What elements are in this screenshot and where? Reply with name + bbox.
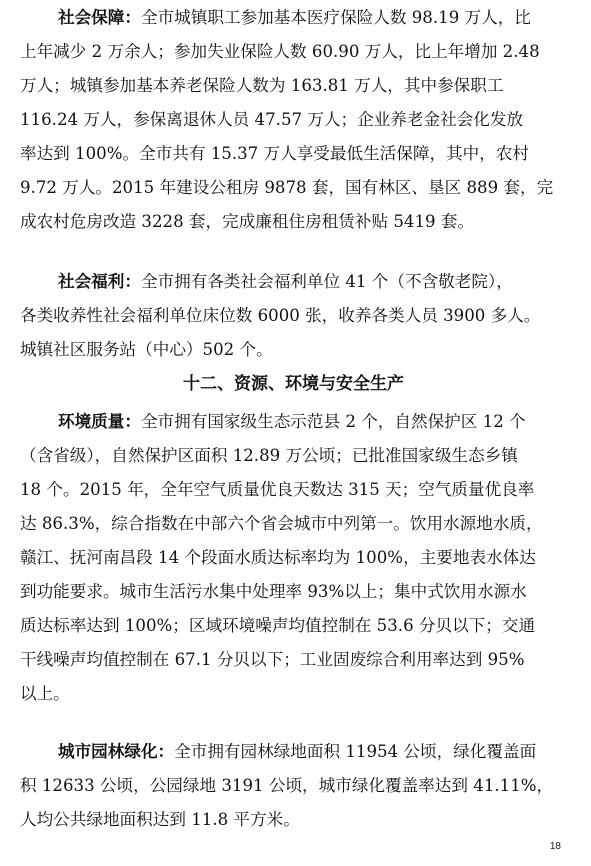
environment-quality-line-6: 到功能要求。城市生活污水集中处理率 93%以上；集中式饮用水源水 (20, 582, 527, 601)
social-security-line-3: 万人；城镇参加基本养老保险人数为 163.81 万人，其中参保职工 (20, 76, 504, 95)
page-number: 18 (549, 841, 561, 852)
social-security-line-5: 率达到 100%。全市共有 15.37 万人享受最低生活保障，其中，农村 (20, 144, 530, 163)
urban-greening-line-2: 积 12633 公顷，公园绿地 3191 公顷，城市绿化覆盖率达到 41.11%， (20, 776, 554, 795)
environment-quality-line-9: 以上。 (20, 684, 70, 703)
social-security-line-6: 9.72 万人。2015 年建设公租房 9878 套，国有林区、垦区 889 套，完 (20, 178, 554, 197)
social-security-line-1 (58, 8, 531, 28)
environment-quality-line-4: 达 86.3%，综合指数在中部六个省会城市中列第一。饮用水源地水质， (20, 514, 543, 533)
urban-greening-text-1: 全市拥有园林绿地面积 11954 公顷，绿化覆盖面 (174, 742, 537, 761)
environment-quality-line-3: 18 个。2015 年，全年空气质量优良天数达 315 天；空气质量优良率 (20, 480, 535, 499)
environment-quality-line-2: （含省级），自然保护区面积 12.89 万公顷；已批准国家级生态乡镇 (20, 446, 518, 465)
social-welfare-text-1: 全市拥有各类社会福利单位 41 个（不含敬老院）， (140, 272, 513, 291)
environment-quality-line-8: 干线噪声均值控制在 67.1 分贝以下；工业固废综合利用率达到 95% (20, 650, 525, 669)
social-welfare-line-1 (58, 272, 513, 292)
urban-greening-lead: 城市园林绿化： (58, 742, 175, 761)
social-welfare-line-2: 各类收养性社会福利单位床位数 6000 张，收养各类人员 3900 多人。 (20, 306, 541, 325)
section-heading: 十二、资源、环境与安全生产 (183, 374, 404, 394)
social-security-line-4: 116.24 万人，参保离退休人员 47.57 万人；企业养老金社会化发放 (20, 110, 524, 129)
social-security-line-7: 成农村危房改造 3228 套，完成廉租住房租赁补贴 5419 套。 (20, 212, 475, 231)
environment-quality-text-1: 全市拥有国家级生态示范县 2 个，自然保护区 12 个 (140, 412, 526, 431)
urban-greening-line-1 (58, 742, 536, 762)
environment-quality-lead: 环境质量： (58, 412, 141, 431)
social-welfare-lead: 社会福利： (58, 272, 141, 291)
environment-quality-line-1 (58, 412, 526, 432)
urban-greening-line-3: 人均公共绿地面积达到 11.8 平方米。 (20, 810, 300, 829)
social-security-line-2: 上年减少 2 万余人；参加失业保险人数 60.90 万人，比上年增加 2.48 (20, 42, 540, 61)
social-security-text-1: 全市城镇职工参加基本医疗保险人数 98.19 万人，比 (140, 8, 531, 27)
social-welfare-line-3: 城镇社区服务站（中心）502 个。 (20, 340, 273, 359)
social-security-lead: 社会保障： (58, 8, 141, 27)
environment-quality-line-7: 质达标率达到 100%；区域环境噪声均值控制在 53.6 分贝以下；交通 (20, 616, 536, 635)
environment-quality-line-5: 赣江、抚河南昌段 14 个段面水质达标率均为 100%，主要地表水体达 (20, 548, 536, 567)
